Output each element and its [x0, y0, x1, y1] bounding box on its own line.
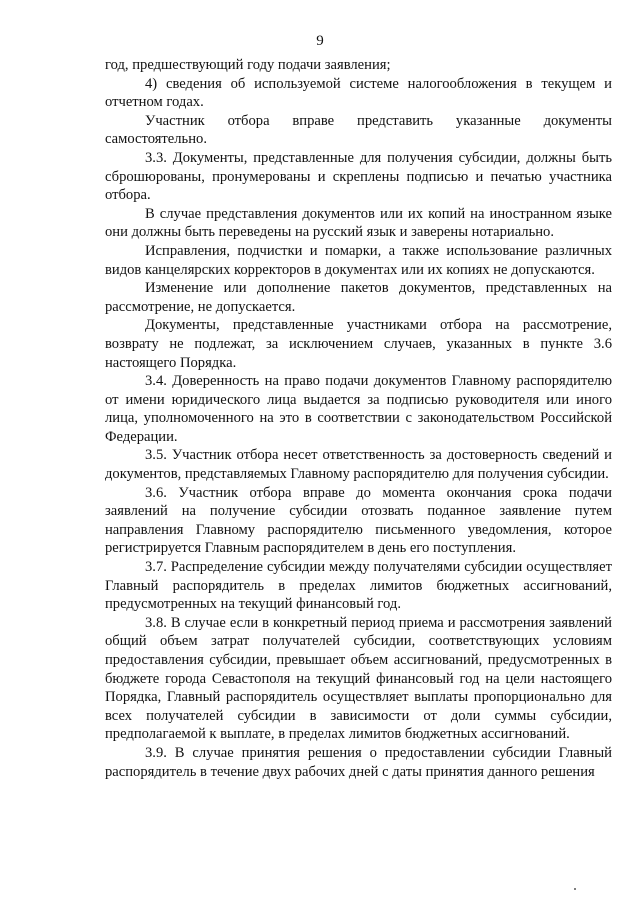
paragraph: В случае представления документов или их копий на иностранном языке они должны быть переведены на русский язык и заверены нотариально. — [105, 205, 612, 241]
paragraph: 3.7. Распределение субсидии между получателями субсидии осуществляет Главный распорядитель в пределах лимитов бюджетных ассигнований, предусмотренных на текущий финансовый год. — [105, 559, 612, 613]
paragraph: 4) сведения об используемой системе налогообложения в текущем и отчетном годах. — [105, 75, 612, 111]
paragraph: 3.9. В случае принятия решения о предоставлении субсидии Главный распорядитель в течение двух рабочих дней с даты принятия данного решения — [105, 744, 612, 780]
paragraph: Изменение или дополнение пакетов документов, представленных на рассмотрение, не допускается. — [105, 280, 612, 315]
paragraph: 3.6. Участник отбора вправе до момента окончания срока подачи заявлений на получение субсидии отозвать поданное заявление путем направления Главному распорядителю письменного уведомления, которое регистрируется Главным распорядителем в день его поступления. — [105, 484, 612, 557]
paragraph: 3.5. Участник отбора несет ответственность за достоверность сведений и документов, представляемых Главному распорядителю для получения субсидии. — [105, 447, 612, 483]
document-body — [105, 56, 612, 781]
paragraph: 3.4. Доверенность на право подачи документов Главному распорядителю от имени юридического лица выдается за подписью руководителя или иного лица, уполномоченного на это в соответствии с законодательством Российской Федерации. — [105, 373, 612, 445]
page-number: 9 — [316, 33, 324, 49]
paragraph: Исправления, подчистки и помарки, а также использование различных видов канцелярских корректоров в документах или их копиях не допускаются. — [105, 242, 612, 278]
scan-speck — [574, 888, 576, 890]
paragraph: Документы, представленные участниками отбора на рассмотрение, возврату не подлежат, за исключением случаев, указанных в пункте 3.6 настоящего Порядка. — [105, 317, 612, 371]
paragraph: 3.8. В случае если в конкретный период приема и рассмотрения заявлений общий объем затрат получателей субсидии, соответствующих условиям предоставления субсидии, превышает объем ассигнований, предусмотренных в бюджете города Севастополя на текущий финансовый год на цели настоящего Порядка, Главный распорядитель осуществляет выплаты пропорционально для всех получателей субсидии в зависимости от доли суммы субсидии, предполагаемой к выплате, в пределах лимитов бюджетных ассигнований. — [105, 614, 612, 743]
paragraph: Участник отбора вправе представить указанные документы самостоятельно. — [105, 112, 612, 148]
paragraph-continuation: год, предшествующий году подачи заявления; — [105, 57, 391, 73]
paragraph: 3.3. Документы, представленные для получения субсидии, должны быть сброшюрованы, пронумерованы и скреплены подписью и печатью участника отбора. — [105, 149, 612, 204]
